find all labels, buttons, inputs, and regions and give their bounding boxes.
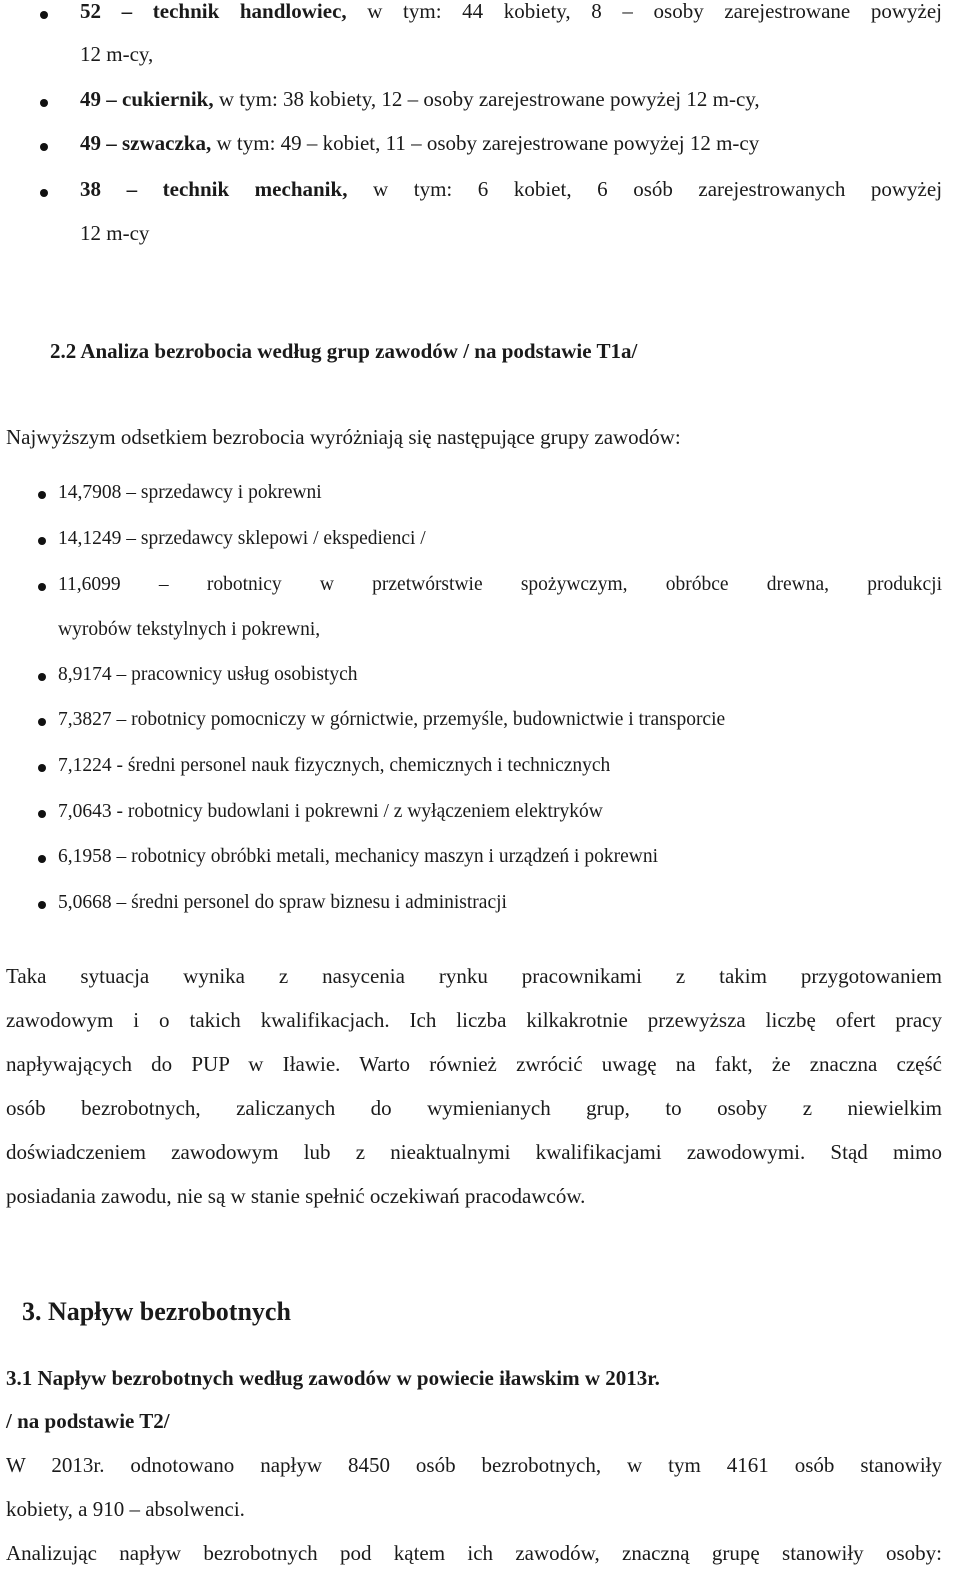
paragraph-line: napływających do PUP w Iławie. Warto również zwrócić uwagę na fakt, że znaczna część <box>6 1052 942 1076</box>
bullet-icon <box>40 99 48 107</box>
paragraph-line: posiadania zawodu, nie są w stanie spełnić oczekiwań pracodawców. <box>6 1184 586 1208</box>
bullet-icon <box>38 537 46 545</box>
item-detail: w tym: 6 kobiet, 6 osób zarejestrowanych powyżej <box>373 177 943 201</box>
list-item: 8,9174 – pracownicy usług osobistych <box>58 664 358 685</box>
item-count: 49 <box>80 131 101 155</box>
list-item: 49 – szwaczka, w tym: 49 – kobiet, 11 – osoby zarejestrowane powyżej 12 m-cy <box>80 131 760 155</box>
list-item: 5,0668 – średni personel do spraw biznesu i administracji <box>58 892 507 913</box>
item-detail: w tym: 44 kobiety, 8 – osoby zarejestrowane powyżej <box>367 0 943 23</box>
bullet-icon <box>38 673 46 681</box>
list-item: 7,0643 - robotnicy budowlani i pokrewni / z wyłączeniem elektryków <box>58 801 603 822</box>
subsection-heading: 3.1 Napływ bezrobotnych według zawodów w powiecie iławskim w 2013r. <box>6 1366 660 1390</box>
list-item: 11,6099 – robotnicy w przetwórstwie spożywczym, obróbce drewna, produkcji <box>58 574 942 595</box>
item-occupation: cukiernik, <box>122 87 214 111</box>
paragraph-line: W 2013r. odnotowano napływ 8450 osób bezrobotnych, w tym 4161 osób stanowiły <box>6 1453 942 1477</box>
section-heading: 2.2 Analiza bezrobocia według grup zawodów / na podstawie T1a/ <box>50 339 638 363</box>
list-item: 7,1224 - średni personel nauk fizycznych, chemicznych i technicznych <box>58 755 611 776</box>
list-item: 6,1958 – robotnicy obróbki metali, mechanicy maszyn i urządzeń i pokrewni <box>58 846 658 867</box>
item-count: 52 <box>80 0 101 23</box>
bullet-icon <box>38 764 46 772</box>
item-detail-cont: 12 m-cy, <box>80 42 154 66</box>
list-item: 14,1249 – sprzedawcy sklepowi / ekspedienci / <box>58 528 426 549</box>
subsection-source: / na podstawie T2/ <box>6 1409 170 1433</box>
bullet-icon <box>38 583 46 591</box>
paragraph-line: kobiety, a 910 – absolwenci. <box>6 1497 245 1521</box>
item-occupation: szwaczka, <box>122 131 212 155</box>
item-count: 49 <box>80 87 101 111</box>
bullet-icon <box>38 810 46 818</box>
paragraph-line: doświadczeniem zawodowym lub z nieaktualnymi kwalifikacjami zawodowymi. Stąd mimo <box>6 1140 942 1164</box>
list-item-cont: wyrobów tekstylnych i pokrewni, <box>58 619 321 640</box>
item-detail: w tym: 38 kobiety, 12 – osoby zarejestrowane powyżej 12 m-cy, <box>218 87 760 111</box>
item-occupation: technik handlowiec, <box>152 0 347 23</box>
bullet-icon <box>38 855 46 863</box>
bullet-icon <box>38 718 46 726</box>
item-detail-cont: 12 m-cy <box>80 221 150 245</box>
bullet-icon <box>38 491 46 499</box>
bullet-icon <box>40 189 48 197</box>
list-item: 49 – cukiernik, w tym: 38 kobiety, 12 – osoby zarejestrowane powyżej 12 m-cy, <box>80 87 760 111</box>
item-detail: w tym: 49 – kobiet, 11 – osoby zarejestrowane powyżej 12 m-cy <box>216 131 760 155</box>
item-count: 38 <box>80 177 101 201</box>
paragraph-line: zawodowym i o takich kwalifikacjach. Ich liczba kilkakrotnie przewyższa liczbę ofert pracy <box>6 1008 942 1032</box>
intro-text: Najwyższym odsetkiem bezrobocia wyróżniają się następujące grupy zawodów: <box>6 425 681 449</box>
list-item: 7,3827 – robotnicy pomocniczy w górnictwie, przemyśle, budownictwie i transporcie <box>58 709 726 730</box>
paragraph-line: Analizując napływ bezrobotnych pod kątem ich zawodów, znaczną grupę stanowiły osoby: <box>6 1541 942 1565</box>
list-item: 52 – technik handlowiec, w tym: 44 kobiety, 8 – osoby zarejestrowane powyżej <box>80 0 943 23</box>
item-occupation: technik mechanik, <box>162 177 348 201</box>
bullet-icon <box>38 901 46 909</box>
bullet-icon <box>40 143 48 151</box>
list-item: 14,7908 – sprzedawcy i pokrewni <box>58 482 322 503</box>
chapter-heading: 3. Napływ bezrobotnych <box>22 1297 291 1326</box>
bullet-icon <box>40 11 48 19</box>
list-item: 38 – technik mechanik, w tym: 6 kobiet, 6 osób zarejestrowanych powyżej <box>80 177 943 201</box>
paragraph-line: Taka sytuacja wynika z nasycenia rynku pracownikami z takim przygotowaniem <box>6 964 942 988</box>
paragraph-line: osób bezrobotnych, zaliczanych do wymienianych grup, to osoby z niewielkim <box>6 1096 942 1120</box>
